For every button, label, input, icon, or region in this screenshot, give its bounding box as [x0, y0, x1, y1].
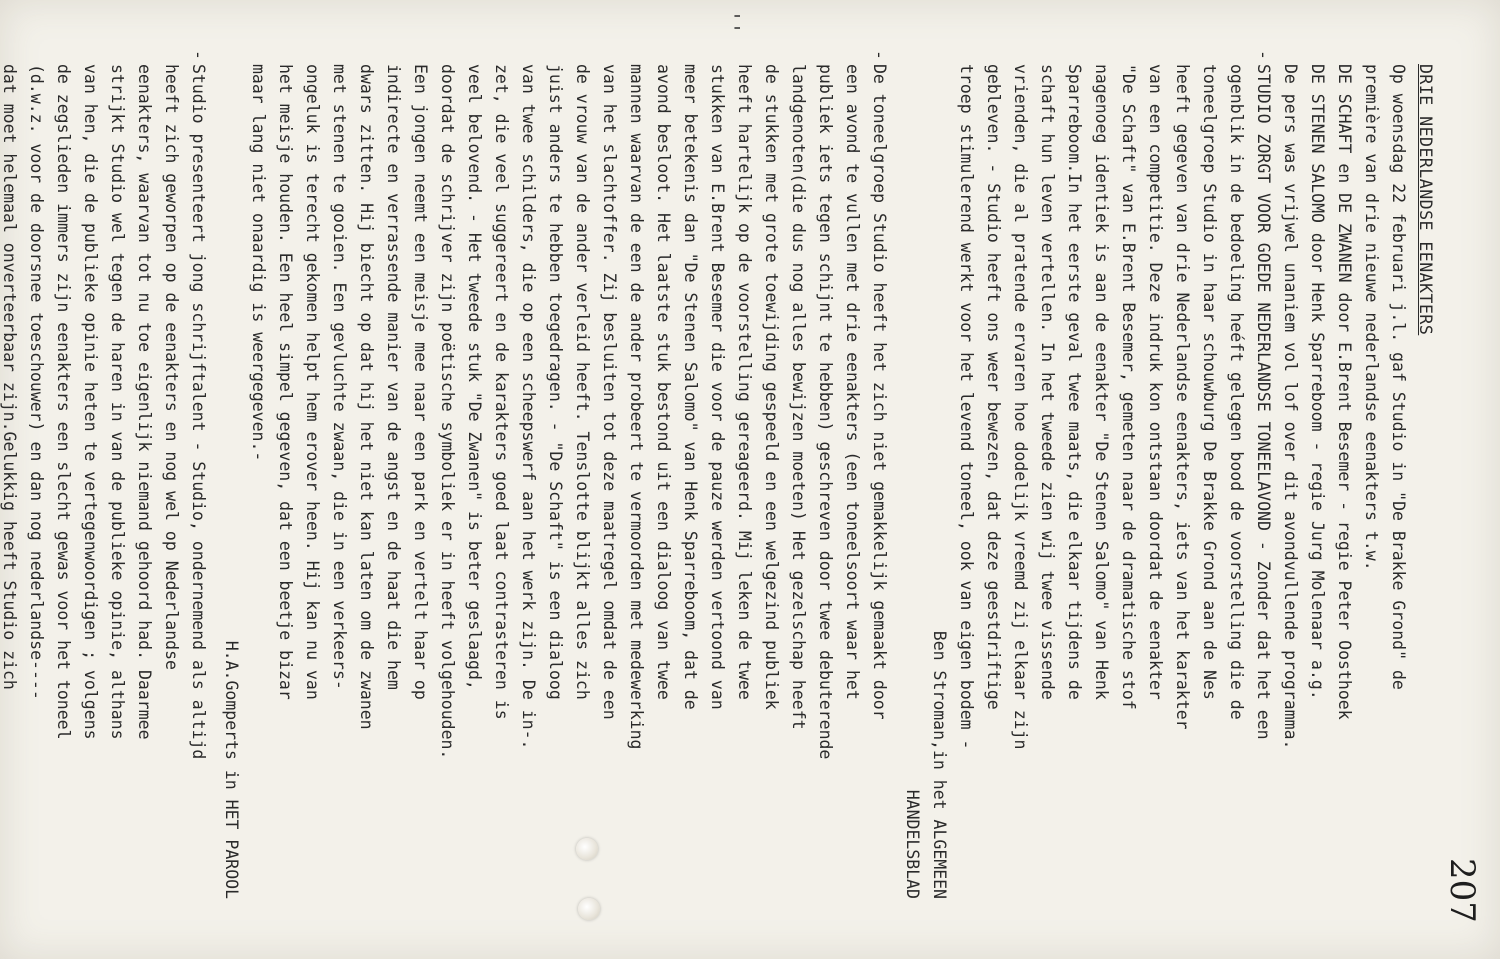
review1-line: vrienden, die al pratende ervaren hoe dodelijk vreemd zij elkaar zijn [1011, 64, 1030, 750]
review2-line: het meisje houden. Een heel simpel gegeven, dat een beetje bizar [276, 64, 295, 700]
list-dash: - [1254, 50, 1273, 60]
review1-line: schaft hun leven vertellen. In het tweede zien wij twee vissende [1038, 64, 1057, 700]
review2-signature: H.A.Gomperts in HET PAROOL [222, 640, 241, 899]
review2-line: van twee schilders, die op een scheepswerf aan het werk zijn. De in-. [519, 64, 538, 750]
review2-line: Een jongen neemt een meisje mee naar een park en vertelt haar op [411, 64, 430, 700]
review2-line: juist anders te hebben toegedragen. - "De Schaft" is een dialoog [546, 64, 565, 700]
review1-line: heeft gegeven van drie Nederlandse eenakters, iets van het karakter [1173, 64, 1192, 730]
intro-line: DE SCHAFT en DE ZWANEN door E.Brent Besemer - regie Peter Oosthoek [1335, 64, 1354, 720]
review2-line: ongeluk is terecht gekomen helpt hem erover heen. Hij kan nu van [303, 64, 322, 700]
review3-line: van hen, die de publieke opinie heten te vertegenwoordigen ; volgens [81, 64, 100, 740]
review1-line: STUDIO ZORGT VOOR GOEDE NEDERLANDSE TONEELAVOND - Zonder dat het een [1254, 64, 1273, 740]
review1-line: gebleven. - Studio heeft ons weer bewezen, dat deze geestdriftige [984, 64, 1003, 710]
review2-line: landgenoten(die dus nog alles bewijzen moeten) Het gezelschap heeft [789, 64, 808, 730]
review2-line: mannen waarvan de een de ander probeert te vermoorden met medewerking [627, 64, 646, 750]
review3-line: dat moet helemaal onverteerbaar zijn.Gelukkig heeft Studio zich [0, 64, 19, 690]
list-dash: - [870, 50, 889, 60]
page-number: 207 [1442, 858, 1482, 923]
review2-line: zet, die veel suggereert en de karakters goed laat contrasteren is [492, 64, 511, 720]
review1-line: ogenblik in de bedoeling heéft gelegen bood de voorstelling die de [1227, 64, 1246, 720]
review2-line: de stukken met grote toewijding gespeeld en een welgezind publiek [762, 64, 781, 710]
review2-line: stukken van E.Brent Besemer die voor de pauze werden vertoond van [708, 64, 727, 710]
review2-line: avond besloot. Het laatste stuk bestond uit een dialoog van twee [654, 64, 673, 700]
review2-line: dwars zitten. Hij biecht op dat hij het niet kan laten om de zwanen [357, 64, 376, 730]
review2-line: doordat de schrijver zijn poëtische symboliek er in heeft volgehouden. [438, 64, 457, 760]
intro-line: première van drie nieuwe nederlandse eenakters t.w. [1362, 64, 1381, 571]
review1-line: van een competitie. Deze indruk kon ontstaan doordat de eenakter [1146, 64, 1165, 700]
review2-line: maar lang niet onaardig is weergegeven.- [249, 64, 268, 462]
review1-signature: Ben Stroman,in het ALGEMEEN [930, 630, 949, 899]
review2-line: De toneelgroep Studio heeft het zich niet gemakkelijk gemaakt door [870, 64, 889, 720]
intro-line: DE STENEN SALOMO door Henk Sparreboom - regie Jurg Molenaar a.g. [1308, 64, 1327, 700]
review3-line: eenakters, waarvan tot nu toe eigenlijk niemand gehoord had. Daarmee [135, 64, 154, 740]
review1-line: troep stimulerend werkt voor het levend toneel, ook van eigen bodem - [957, 64, 976, 750]
review3-line: strijkt Studio wel tegen de haren in van de publieke opinie, althans [108, 64, 127, 740]
review2-line: publiek iets tegen schijnt te hebben) geschreven door twee debuterende [816, 64, 835, 760]
review1-line: Sparreboom.In het eerste geval twee maats, die elkaar tijdens de [1065, 64, 1084, 700]
review3-line: heeft zich geworpen op de eenakters en nog wel op Nederlandse [162, 64, 181, 670]
review1-signature: HANDELSBLAD [903, 789, 922, 899]
review3-line: Studio presenteert jong schrijftalent - Studio, ondernemend als altijd [189, 64, 208, 760]
review1-line: toneelgroep Studio in haar schouwburg De Brakke Grond aan de Nes [1200, 64, 1219, 700]
list-dash: - [189, 50, 208, 60]
review2-line: heeft hartelijk op de voorstelling gereageerd. Mij leken de twee [735, 64, 754, 700]
review2-line: veel belovend. - Het tweede stuk "De Zwanen" is beter geslaagd, [465, 64, 484, 690]
review2-line: de vrouw van de ander verleid heeft. Tenslotte blijkt alles zich [573, 64, 592, 700]
review2-line: een avond te vullen met drie eenakters (een toneelsoort waar het [843, 64, 862, 700]
review1-line: nagenoeg identiek is aan de eenakter "De Stenen Salomo" van Henk [1092, 64, 1111, 700]
intro-line: De pers was vrijwel unaniem vol lof over dit avondvullende programma. [1281, 64, 1300, 750]
review3-line: de zegslieden immers zijn eenakters een slecht gewas voor het toneel [54, 64, 73, 740]
review3-line: (d.w.z. voor de doorsnee toeschouwer) en dan nog nederlandse---- [27, 64, 46, 700]
corner-mark: '' [720, 10, 744, 35]
document-title: DRIE NEDERLANDSE EENAKTERS [1416, 64, 1435, 336]
review2-line: met stenen te gooien. Een gevluchte zwaan, die in een verkeers- [330, 64, 349, 690]
review1-line: "De Schaft" van E.Brent Besemer, gemeten naar de dramatische stof [1119, 64, 1138, 710]
review2-line: van het slachtoffer. Zij besluiten tot deze maatregel omdat de een [600, 64, 619, 720]
review2-line: indirecte en verrassende manier van de angst en de haat die hem [384, 64, 403, 690]
review2-line: meer betekenis dan "De Stenen Salomo" van Henk Sparreboom, dat de [681, 64, 700, 710]
intro-line: Op woensdag 22 februari j.l. gaf Studio in "De Brakke Grond" de [1389, 64, 1408, 690]
